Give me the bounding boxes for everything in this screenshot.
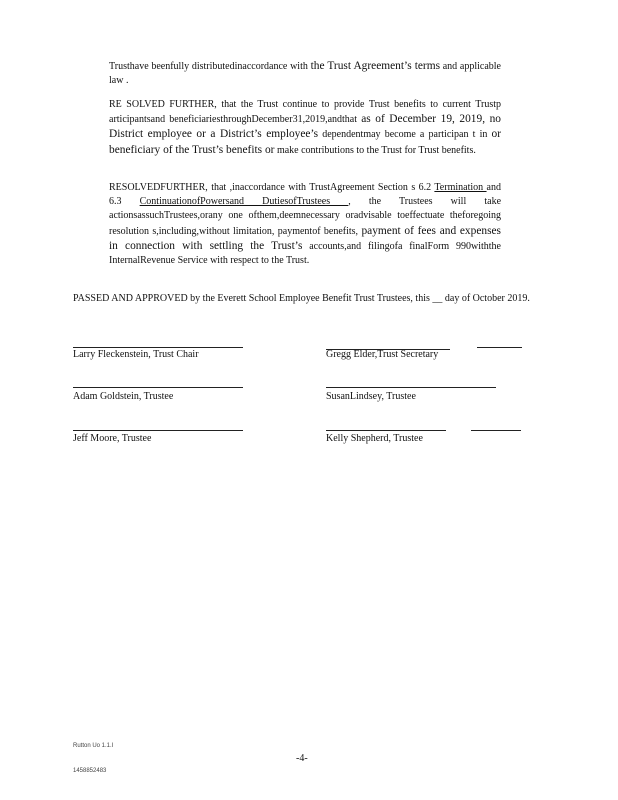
signature-line-goldstein	[73, 387, 243, 388]
signature-line-lindsey	[326, 387, 496, 388]
page-number: -4-	[296, 753, 308, 764]
footer-stamp: Rutton Uo 1.1.I	[73, 743, 114, 749]
p3-text-b: and 6.3	[109, 182, 501, 208]
p2-text-d: or beneficiary of the Trust’s benefits or	[109, 128, 501, 156]
p3-underline-continuation: ContinuationofPowersand DutiesofTrustees	[139, 196, 349, 208]
p2-text-e: make contributions to the Trust for Trust benefits.	[274, 144, 476, 156]
signature-line-chair	[73, 347, 243, 348]
passed-and-approved: PASSED AND APPROVED by the Everett School Employee Benefit Trust Trustees, this __ day of October 2019.	[73, 293, 530, 304]
signature-name-chair: Larry Fleckenstein, Trust Chair	[73, 349, 199, 360]
signature-name-shepherd: Kelly Shepherd, Trustee	[326, 433, 423, 444]
paragraph-distribution	[109, 59, 501, 88]
signature-name-lindsey: SusanLindsey, Trustee	[326, 391, 416, 402]
p2-text-b: as of December 19, 2019, no District employee or a District’s employee’s	[109, 113, 501, 141]
signature-line-shepherd	[326, 430, 446, 431]
p1-text-c: and applicable law .	[109, 61, 501, 87]
p2-text-c: dependentmay become a participan t in	[318, 129, 492, 141]
p3-text-a: RESOLVEDFURTHER, that ,inaccordance with TrustAgreement Section s 6.2	[109, 182, 435, 193]
paragraph-resolved-continue	[109, 98, 501, 158]
p1-text-a: Trusthave beenfully distributedinaccordance with	[109, 61, 311, 72]
signature-name-moore: Jeff Moore, Trustee	[73, 433, 152, 444]
p3-text-d: payment of fees and expenses in connection with settling the Trust’s	[109, 224, 501, 252]
signature-line-shepherd-extra	[471, 430, 521, 431]
footer-doc-id: 1458852483	[73, 768, 107, 774]
p3-text-c: , the Trustees will take actionsassuchTrustees,orany one ofthem,deemnecessary oradvisable toeffectuate theforegoing resolution s,including,without limitation, paymentof benefits,	[109, 196, 502, 237]
p3-text-e: accounts,and filingofa finalForm 990withthe InternalRevenue Service with respect to the Trust.	[109, 240, 501, 267]
p1-text-b: the Trust Agreement’s terms	[310, 60, 441, 72]
p2-text-a: RE SOLVED FURTHER, that the Trust continue to provide Trust benefits to current Trustp articipantsand beneficiariesthroughDecember31,2019,andthat	[109, 99, 501, 126]
p3-underline-termination: Termination	[434, 182, 487, 193]
signature-line-secretary-extra	[477, 347, 522, 348]
signature-name-goldstein: Adam Goldstein, Trustee	[73, 391, 174, 402]
signature-line-moore	[73, 430, 243, 431]
signature-name-secretary: Gregg Elder,Trust Secretary	[326, 349, 439, 360]
paragraph-resolved-termination	[109, 181, 501, 268]
